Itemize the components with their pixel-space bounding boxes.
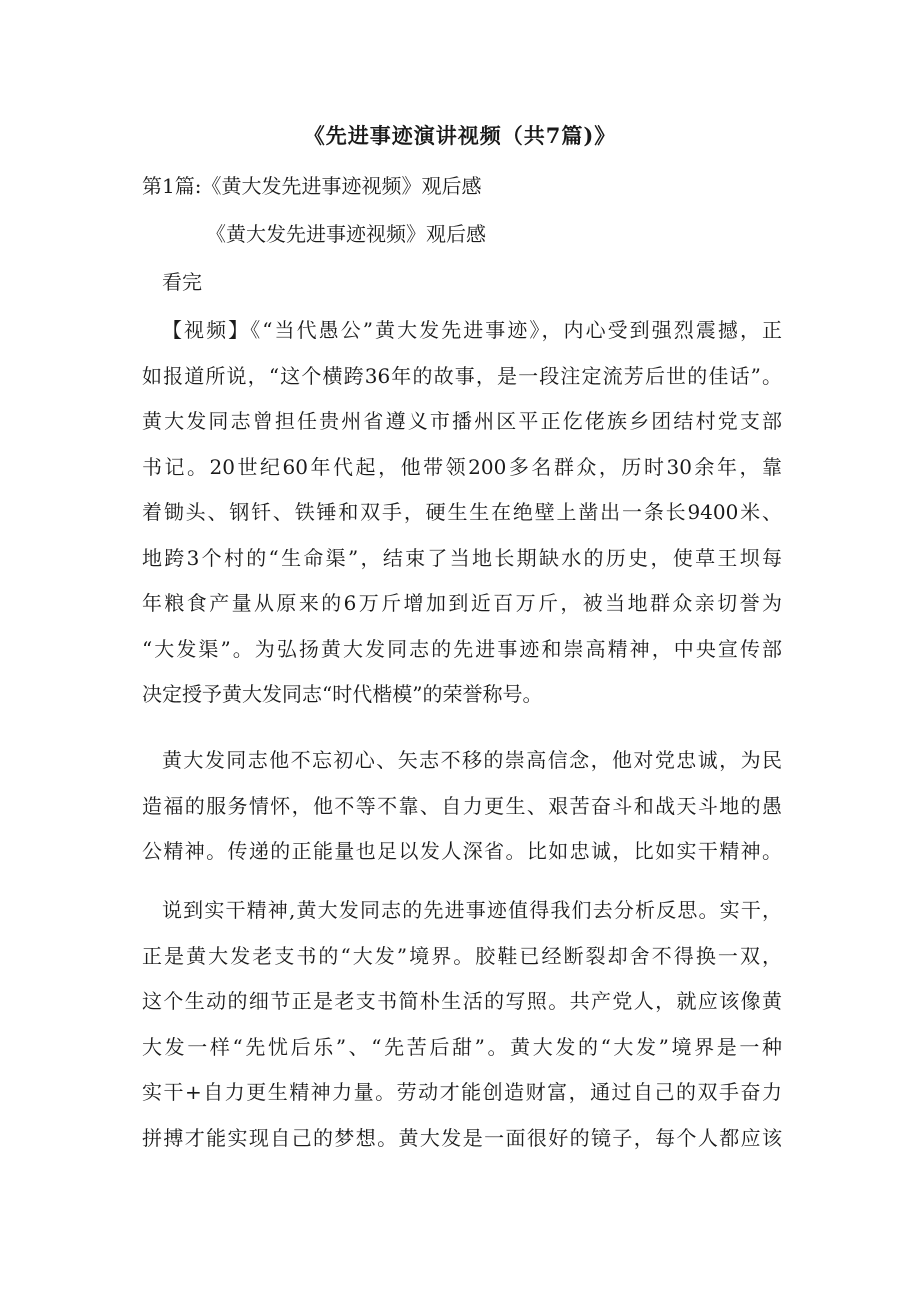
paragraph-line: 公精神。传递的正能量也足以发人深省。比如忠诚，比如实干精神。 [142, 839, 782, 863]
paragraph-line: 【视频】《“当代愚公”黄大发先进事迹》，内心受到强烈震撼，正 [162, 318, 782, 342]
paragraph-line: “大发渠”。为弘扬黄大发同志的先进事迹和崇高精神，中央宣传部 [142, 636, 782, 661]
paragraph-line: 正是黄大发老支书的“大发”境界。胶鞋已经断裂却舍不得换一双， [142, 943, 782, 968]
paragraph-line: 说到实干精神,黄大发同志的先进事迹值得我们去分析反思。实干， [162, 898, 782, 922]
paragraph-line: 黄大发同志他不忘初心、矢志不移的崇高信念，他对党忠诚，为民 [162, 748, 782, 772]
article-subtitle: 《黄大发先进事迹视频》观后感 [206, 222, 486, 246]
paragraph-line: 黄大发同志曾担任贵州省遵义市播州区平正仡佬族乡团结村党支部 [142, 409, 782, 433]
lead-in-text: 看完 [162, 270, 202, 294]
paragraph-line: 拼搏才能实现自己的梦想。黄大发是一面很好的镜子，每个人都应该 [142, 1125, 782, 1150]
paragraph-line: 这个生动的细节正是老支书简朴生活的写照。共产党人，就应该像黄 [142, 989, 782, 1013]
document-title: 《先进事迹演讲视频（共7篇)》 [303, 123, 617, 148]
paragraph-1 [142, 316, 782, 726]
paragraph-line: 地跨3个村的“生命渠”，结束了当地长期缺水的历史，使草王坝每 [142, 545, 782, 570]
paragraph-line: 造福的服务情怀，他不等不靠、自力更生、艰苦奋斗和战天斗地的愚 [142, 793, 782, 818]
paragraph-line: 大发一样“先忧后乐”、“先苦后甜”。黄大发的“大发”境界是一种 [142, 1034, 782, 1059]
chapter-heading: 第1篇:《黄大发先进事迹视频》观后感 [142, 174, 482, 198]
paragraph-line: 年粮食产量从原来的6万斤增加到近百万斤，被当地群众亲切誉为 [142, 591, 782, 615]
paragraph-line: 书记。20世纪60年代起，他带领200多名群众，历时30余年，靠 [142, 454, 782, 479]
paragraph-line: 如报道所说，“这个横跨36年的故事，是一段注定流芳后世的佳话”。 [142, 363, 782, 388]
paragraph-3 [142, 896, 782, 1169]
paragraph-line: 实干+自力更生精神力量。劳动才能创造财富，通过自己的双手奋力 [142, 1080, 782, 1104]
paragraph-line: 着锄头、钢钎、铁锤和双手，硬生生在绝壁上凿出一条长9400米、 [142, 500, 782, 524]
paragraph-line: 决定授予黄大发同志“时代楷模”的荣誉称号。 [142, 682, 543, 706]
paragraph-2 [142, 746, 782, 883]
